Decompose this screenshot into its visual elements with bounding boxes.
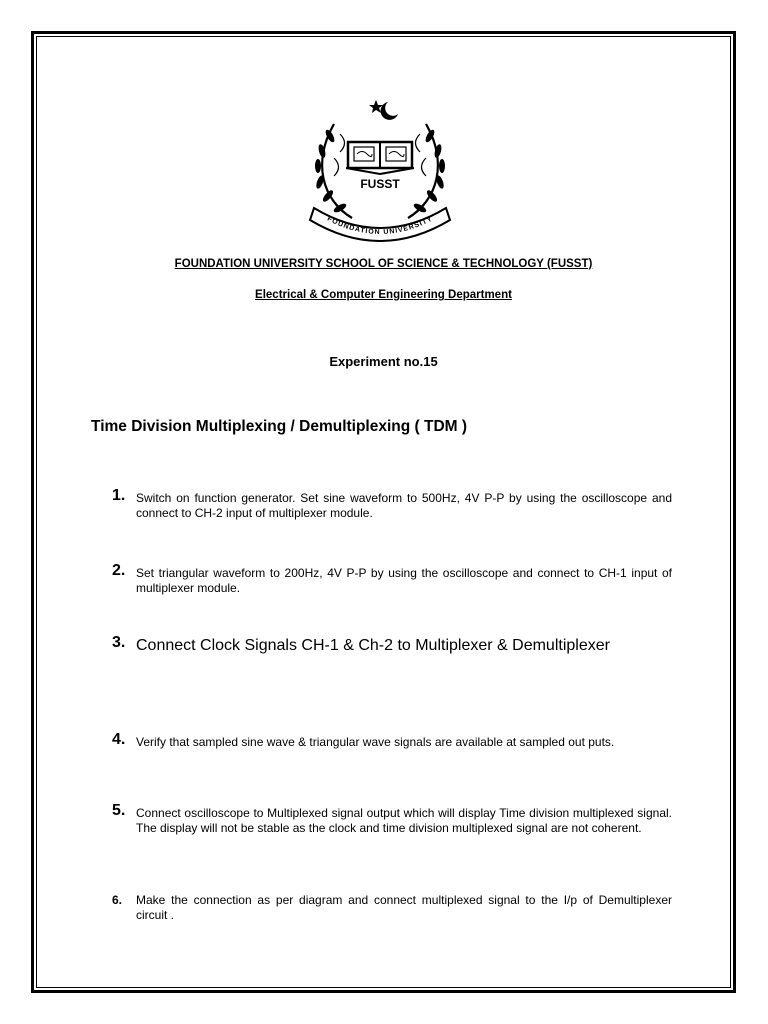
step-6 <box>112 893 672 923</box>
logo-ribbon-text: FOUNDATION UNIVERSITY <box>325 215 435 237</box>
step-number: 2. <box>112 562 126 579</box>
university-name: FOUNDATION UNIVERSITY SCHOOL OF SCIENCE & TECHNOLOGY (FUSST) <box>174 258 593 270</box>
step-text: Switch on function generator. Set sine waveform to 500Hz, 4V P-P by using the oscilloscope and connect to CH-2 input of multiplexer module. <box>136 491 672 520</box>
department-name: Electrical & Computer Engineering Department <box>255 289 512 301</box>
experiment-title: Time Division Multiplexing / Demultiplexing ( TDM ) <box>91 418 468 435</box>
step-number: 3. <box>112 634 126 651</box>
step-3 <box>112 636 672 655</box>
step-text: Connect oscilloscope to Multiplexed signal output which will display Time division multiplexed signal. The display will not be stable as the clock and time division multiplexed signal are not coherent. <box>136 806 672 835</box>
step-text: Make the connection as per diagram and connect multiplexed signal to the I/p of Demultiplexer circuit . <box>136 893 672 922</box>
step-5 <box>112 802 672 836</box>
step-text: Verify that sampled sine wave & triangular wave signals are available at sampled out puts. <box>136 735 615 749</box>
step-number: 6. <box>112 893 123 907</box>
step-4 <box>112 731 672 750</box>
step-text: Connect Clock Signals CH-1 & Ch-2 to Multiplexer & Demultiplexer <box>136 637 610 654</box>
step-number: 1. <box>112 487 126 504</box>
step-text: Set triangular waveform to 200Hz, 4V P-P by using the oscilloscope and connect to CH-1 input of multiplexer module. <box>136 566 672 595</box>
step-2 <box>112 562 672 596</box>
university-crest-icon <box>300 96 460 242</box>
experiment-number: Experiment no.15 <box>329 354 438 369</box>
step-number: 5. <box>112 802 126 819</box>
step-number: 4. <box>112 731 126 748</box>
step-1 <box>112 487 672 521</box>
logo-label: FUSST <box>360 177 400 191</box>
